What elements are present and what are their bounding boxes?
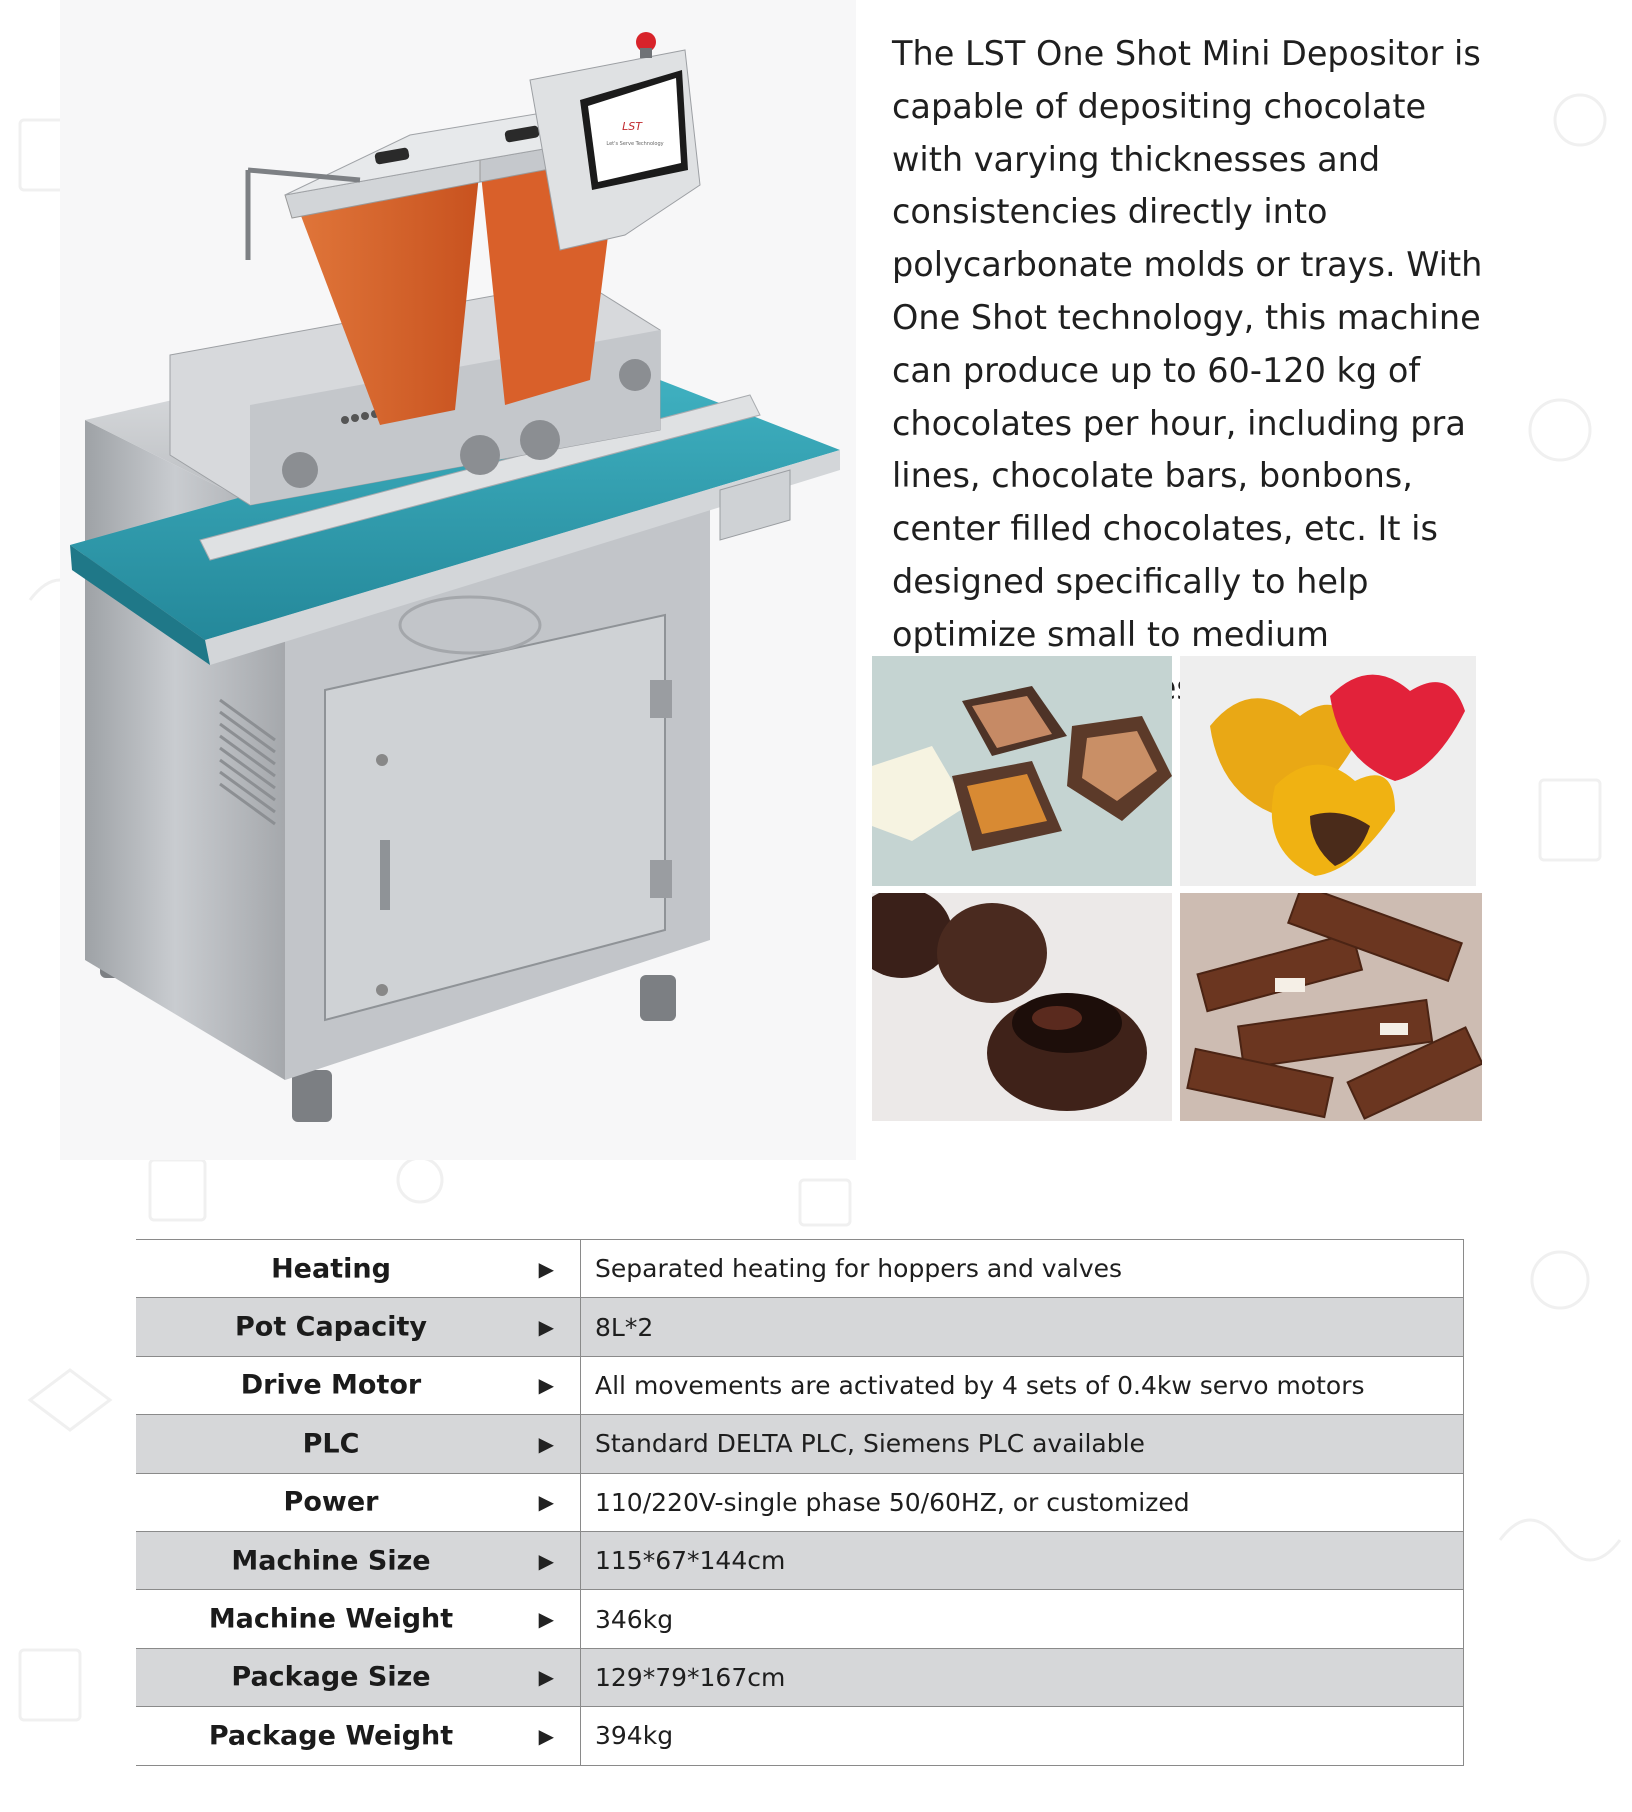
arrow-right-icon: ▶ [538,1723,554,1748]
chocolate-bar-photo [1180,893,1482,1121]
spec-row-power [136,1473,1464,1531]
spec-value: 394kg [581,1707,1464,1765]
arrow-right-icon: ▶ [538,1490,554,1515]
spec-row-package-weight [136,1707,1464,1765]
depositor-machine-image [60,0,856,1160]
dark-chocolate-dome-photo [872,893,1172,1121]
arrow-right-icon: ▶ [538,1665,554,1690]
spec-value: Separated heating for hoppers and valves [581,1240,1464,1298]
spec-label: Drive Motor [240,1369,422,1401]
screen-logo: LST [622,120,642,133]
spec-row-machine-weight [136,1590,1464,1648]
arrow-right-icon: ▶ [538,1548,554,1573]
spec-label: PLC [302,1428,360,1460]
spec-value: 129*79*167cm [581,1648,1464,1706]
screen-tagline: Let's Serve Technology [606,141,664,147]
spec-row-pot-capacity [136,1298,1464,1356]
spec-label: Package Size [231,1661,431,1693]
arrow-right-icon: ▶ [538,1315,554,1340]
heart-bonbon-photo [1180,656,1476,886]
spec-value: All movements are activated by 4 sets of 0.4kw servo motors [581,1356,1464,1414]
praline-photo [872,656,1172,886]
arrow-right-icon: ▶ [538,1256,554,1281]
spec-value: 115*67*144cm [581,1531,1464,1589]
spec-label: Machine Size [231,1545,431,1577]
spec-row-heating [136,1240,1464,1298]
spec-label: Pot Capacity [235,1311,427,1343]
spec-label: Power [283,1486,379,1518]
spec-row-plc [136,1415,1464,1473]
product-description: The LST One Shot Mini Depositor is capable of depositing chocolate with varying thicknesses and consistencies directly into polycarbonate molds or trays. With One Shot technology, this machine can produce up to 60-120 kg of chocolates per hour, including pra lines, chocolate bars, bonbons, center filled chocolates, etc. It is designed specifically to help optimize small to medium [892,34,1483,654]
spec-label: Package Weight [208,1720,454,1752]
spec-value: 346kg [581,1590,1464,1648]
spec-row-drive-motor [136,1356,1464,1414]
spec-label: Heating [271,1253,391,1285]
spec-row-machine-size [136,1531,1464,1589]
arrow-right-icon: ▶ [538,1607,554,1632]
spec-label: Machine Weight [208,1603,454,1635]
spec-row-package-size [136,1648,1464,1706]
arrow-right-icon: ▶ [538,1431,554,1456]
spec-value: 110/220V-single phase 50/60HZ, or customized [581,1473,1464,1531]
arrow-right-icon: ▶ [538,1373,554,1398]
spec-value: 8L*2 [581,1298,1464,1356]
spec-table [136,1239,1464,1766]
spec-value: Standard DELTA PLC, Siemens PLC available [581,1415,1464,1473]
